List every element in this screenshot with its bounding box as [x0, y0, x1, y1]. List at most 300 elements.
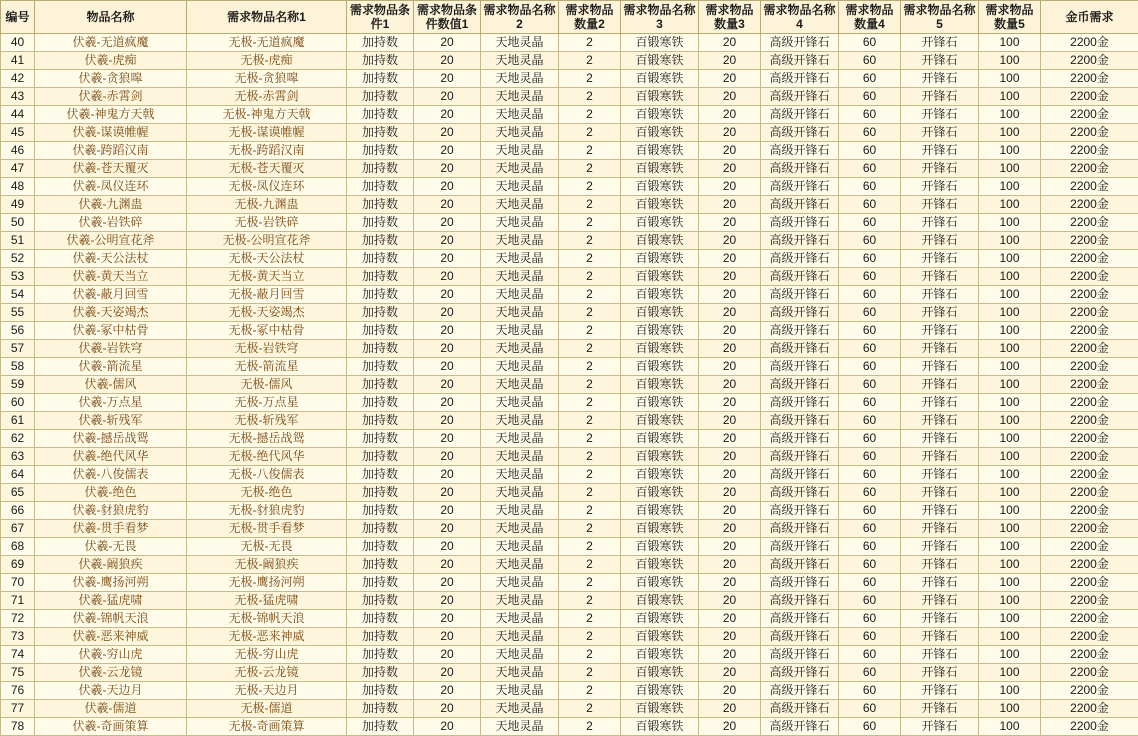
table-cell-2: 无极-神鬼方天戟: [187, 106, 347, 124]
table-cell-6: 2: [559, 376, 621, 394]
table-cell-2: 无极-斩残军: [187, 412, 347, 430]
table-cell-8: 20: [699, 142, 761, 160]
table-cell-1: 伏羲-穷山虎: [35, 646, 187, 664]
table-row[interactable]: [1, 250, 1138, 268]
table-cell-3: 加持数: [347, 340, 414, 358]
table-row[interactable]: [1, 106, 1138, 124]
table-row[interactable]: [1, 160, 1138, 178]
table-cell-13: 2200金: [1041, 466, 1138, 484]
table-cell-7: 百锻寒铁: [621, 646, 699, 664]
table-cell-3: 加持数: [347, 196, 414, 214]
table-cell-7: 百锻寒铁: [621, 700, 699, 718]
table-cell-1: 伏羲-虎痴: [35, 52, 187, 70]
table-cell-11: 开锋石: [901, 430, 979, 448]
table-cell-11: 开锋石: [901, 160, 979, 178]
table-row[interactable]: [1, 88, 1138, 106]
table-cell-9: 高级开锋石: [761, 502, 839, 520]
column-header-7: 需求物品名称3: [621, 1, 699, 34]
table-cell-6: 2: [559, 124, 621, 142]
table-cell-12: 100: [979, 70, 1041, 88]
table-cell-2: 无极-天公法杖: [187, 250, 347, 268]
table-cell-0: 58: [1, 358, 35, 376]
table-row[interactable]: [1, 196, 1138, 214]
table-row[interactable]: [1, 574, 1138, 592]
table-cell-11: 开锋石: [901, 610, 979, 628]
table-cell-5: 天地灵晶: [481, 664, 559, 682]
table-row[interactable]: [1, 610, 1138, 628]
table-cell-4: 20: [414, 502, 481, 520]
table-cell-6: 2: [559, 214, 621, 232]
table-cell-8: 20: [699, 268, 761, 286]
table-cell-7: 百锻寒铁: [621, 682, 699, 700]
table-cell-12: 100: [979, 142, 1041, 160]
column-header-2: 需求物品名称1: [187, 1, 347, 34]
table-cell-4: 20: [414, 304, 481, 322]
table-cell-7: 百锻寒铁: [621, 34, 699, 52]
table-cell-2: 无极-虎痴: [187, 52, 347, 70]
table-cell-2: 无极-绝代风华: [187, 448, 347, 466]
table-cell-11: 开锋石: [901, 484, 979, 502]
table-cell-7: 百锻寒铁: [621, 142, 699, 160]
table-cell-8: 20: [699, 520, 761, 538]
table-row[interactable]: [1, 214, 1138, 232]
table-cell-10: 60: [839, 34, 901, 52]
table-cell-11: 开锋石: [901, 178, 979, 196]
table-cell-3: 加持数: [347, 376, 414, 394]
table-cell-0: 64: [1, 466, 35, 484]
table-cell-8: 20: [699, 178, 761, 196]
table-cell-5: 天地灵晶: [481, 610, 559, 628]
table-cell-9: 高级开锋石: [761, 430, 839, 448]
table-cell-4: 20: [414, 682, 481, 700]
table-cell-5: 天地灵晶: [481, 196, 559, 214]
table-cell-2: 无极-万点星: [187, 394, 347, 412]
table-cell-10: 60: [839, 592, 901, 610]
table-cell-0: 56: [1, 322, 35, 340]
table-cell-7: 百锻寒铁: [621, 394, 699, 412]
table-cell-5: 天地灵晶: [481, 700, 559, 718]
table-cell-9: 高级开锋石: [761, 592, 839, 610]
table-cell-6: 2: [559, 160, 621, 178]
table-cell-10: 60: [839, 430, 901, 448]
table-row[interactable]: [1, 592, 1138, 610]
table-cell-7: 百锻寒铁: [621, 124, 699, 142]
table-header-row: [1, 1, 1138, 34]
table-cell-2: 无极-穷山虎: [187, 646, 347, 664]
table-cell-12: 100: [979, 34, 1041, 52]
table-cell-10: 60: [839, 88, 901, 106]
table-row[interactable]: [1, 538, 1138, 556]
table-cell-1: 伏羲-锦帆天浪: [35, 610, 187, 628]
table-cell-13: 2200金: [1041, 160, 1138, 178]
table-cell-12: 100: [979, 196, 1041, 214]
table-cell-13: 2200金: [1041, 358, 1138, 376]
table-cell-7: 百锻寒铁: [621, 358, 699, 376]
table-cell-5: 天地灵晶: [481, 340, 559, 358]
table-cell-3: 加持数: [347, 178, 414, 196]
table-cell-3: 加持数: [347, 214, 414, 232]
table-cell-6: 2: [559, 196, 621, 214]
table-cell-9: 高级开锋石: [761, 178, 839, 196]
table-cell-12: 100: [979, 412, 1041, 430]
table-cell-11: 开锋石: [901, 574, 979, 592]
table-cell-4: 20: [414, 286, 481, 304]
table-cell-4: 20: [414, 106, 481, 124]
table-cell-4: 20: [414, 430, 481, 448]
table-cell-6: 2: [559, 520, 621, 538]
table-row[interactable]: [1, 484, 1138, 502]
table-cell-7: 百锻寒铁: [621, 70, 699, 88]
table-cell-1: 伏羲-绝色: [35, 484, 187, 502]
table-cell-11: 开锋石: [901, 700, 979, 718]
table-cell-0: 54: [1, 286, 35, 304]
table-cell-10: 60: [839, 250, 901, 268]
table-row[interactable]: [1, 664, 1138, 682]
table-cell-11: 开锋石: [901, 142, 979, 160]
table-cell-12: 100: [979, 250, 1041, 268]
table-cell-1: 伏羲-儒道: [35, 700, 187, 718]
table-cell-3: 加持数: [347, 700, 414, 718]
table-cell-10: 60: [839, 700, 901, 718]
table-cell-11: 开锋石: [901, 52, 979, 70]
table-cell-9: 高级开锋石: [761, 574, 839, 592]
table-cell-7: 百锻寒铁: [621, 610, 699, 628]
table-cell-1: 伏羲-岩铁碎: [35, 214, 187, 232]
table-cell-0: 68: [1, 538, 35, 556]
table-cell-8: 20: [699, 646, 761, 664]
table-cell-2: 无极-无道疯魔: [187, 34, 347, 52]
table-cell-4: 20: [414, 700, 481, 718]
table-cell-2: 无极-云龙镜: [187, 664, 347, 682]
table-cell-6: 2: [559, 412, 621, 430]
table-row[interactable]: [1, 52, 1138, 70]
table-cell-8: 20: [699, 628, 761, 646]
table-cell-1: 伏羲-神鬼方天戟: [35, 106, 187, 124]
table-cell-11: 开锋石: [901, 664, 979, 682]
table-cell-13: 2200金: [1041, 124, 1138, 142]
table-cell-4: 20: [414, 34, 481, 52]
table-cell-7: 百锻寒铁: [621, 286, 699, 304]
table-cell-2: 无极-岩铁碎: [187, 214, 347, 232]
table-cell-13: 2200金: [1041, 718, 1138, 736]
table-cell-9: 高级开锋石: [761, 250, 839, 268]
table-cell-11: 开锋石: [901, 628, 979, 646]
table-row[interactable]: [1, 322, 1138, 340]
table-cell-0: 75: [1, 664, 35, 682]
table-row[interactable]: [1, 430, 1138, 448]
table-cell-2: 无极-八俊儒表: [187, 466, 347, 484]
table-cell-13: 2200金: [1041, 394, 1138, 412]
table-cell-12: 100: [979, 394, 1041, 412]
table-cell-9: 高级开锋石: [761, 682, 839, 700]
table-cell-5: 天地灵晶: [481, 466, 559, 484]
table-cell-3: 加持数: [347, 466, 414, 484]
table-cell-11: 开锋石: [901, 70, 979, 88]
table-cell-0: 69: [1, 556, 35, 574]
table-cell-8: 20: [699, 556, 761, 574]
column-header-0: 编号: [1, 1, 35, 34]
table-cell-8: 20: [699, 160, 761, 178]
table-cell-2: 无极-绝色: [187, 484, 347, 502]
table-cell-1: 伏羲-猛虎啸: [35, 592, 187, 610]
table-cell-12: 100: [979, 592, 1041, 610]
table-cell-0: 74: [1, 646, 35, 664]
table-cell-0: 70: [1, 574, 35, 592]
table-cell-7: 百锻寒铁: [621, 430, 699, 448]
table-row[interactable]: [1, 34, 1138, 52]
table-cell-1: 伏羲-奇画策算: [35, 718, 187, 736]
table-cell-6: 2: [559, 394, 621, 412]
table-cell-1: 伏羲-九渊蛊: [35, 196, 187, 214]
table-cell-4: 20: [414, 574, 481, 592]
table-cell-9: 高级开锋石: [761, 34, 839, 52]
table-cell-2: 无极-岩铁穹: [187, 340, 347, 358]
table-row[interactable]: [1, 646, 1138, 664]
table-cell-5: 天地灵晶: [481, 232, 559, 250]
table-cell-2: 无极-豺狼虎豹: [187, 502, 347, 520]
table-cell-12: 100: [979, 286, 1041, 304]
table-cell-13: 2200金: [1041, 502, 1138, 520]
table-cell-10: 60: [839, 574, 901, 592]
table-cell-4: 20: [414, 538, 481, 556]
table-cell-10: 60: [839, 322, 901, 340]
table-cell-3: 加持数: [347, 682, 414, 700]
table-cell-3: 加持数: [347, 358, 414, 376]
table-cell-6: 2: [559, 664, 621, 682]
table-row[interactable]: [1, 520, 1138, 538]
table-cell-0: 52: [1, 250, 35, 268]
table-cell-4: 20: [414, 556, 481, 574]
table-cell-2: 无极-恶来神威: [187, 628, 347, 646]
table-cell-11: 开锋石: [901, 286, 979, 304]
table-cell-7: 百锻寒铁: [621, 106, 699, 124]
table-cell-13: 2200金: [1041, 88, 1138, 106]
table-cell-3: 加持数: [347, 538, 414, 556]
table-cell-6: 2: [559, 178, 621, 196]
table-cell-8: 20: [699, 88, 761, 106]
table-cell-1: 伏羲-冢中枯骨: [35, 322, 187, 340]
table-cell-13: 2200金: [1041, 340, 1138, 358]
table-row[interactable]: [1, 232, 1138, 250]
table-cell-6: 2: [559, 484, 621, 502]
table-row[interactable]: [1, 304, 1138, 322]
table-cell-0: 57: [1, 340, 35, 358]
table-cell-7: 百锻寒铁: [621, 160, 699, 178]
table-cell-4: 20: [414, 484, 481, 502]
table-cell-1: 伏羲-箭流星: [35, 358, 187, 376]
table-cell-8: 20: [699, 412, 761, 430]
table-row[interactable]: [1, 70, 1138, 88]
table-row[interactable]: [1, 124, 1138, 142]
table-cell-5: 天地灵晶: [481, 484, 559, 502]
table-cell-3: 加持数: [347, 304, 414, 322]
table-cell-4: 20: [414, 250, 481, 268]
table-cell-2: 无极-九渊蛊: [187, 196, 347, 214]
table-cell-11: 开锋石: [901, 520, 979, 538]
table-cell-8: 20: [699, 196, 761, 214]
table-cell-11: 开锋石: [901, 556, 979, 574]
table-cell-5: 天地灵晶: [481, 430, 559, 448]
table-cell-6: 2: [559, 430, 621, 448]
table-cell-12: 100: [979, 466, 1041, 484]
table-row[interactable]: [1, 340, 1138, 358]
table-cell-11: 开锋石: [901, 466, 979, 484]
table-cell-4: 20: [414, 178, 481, 196]
table-cell-2: 无极-公明宣花斧: [187, 232, 347, 250]
table-cell-12: 100: [979, 106, 1041, 124]
table-cell-11: 开锋石: [901, 592, 979, 610]
table-cell-12: 100: [979, 52, 1041, 70]
table-cell-3: 加持数: [347, 592, 414, 610]
table-cell-8: 20: [699, 718, 761, 736]
table-row[interactable]: [1, 412, 1138, 430]
table-cell-11: 开锋石: [901, 718, 979, 736]
table-cell-5: 天地灵晶: [481, 160, 559, 178]
table-cell-9: 高级开锋石: [761, 268, 839, 286]
table-cell-9: 高级开锋石: [761, 88, 839, 106]
table-cell-5: 天地灵晶: [481, 250, 559, 268]
table-cell-5: 天地灵晶: [481, 178, 559, 196]
table-cell-2: 无极-天姿竭杰: [187, 304, 347, 322]
table-cell-6: 2: [559, 646, 621, 664]
table-cell-8: 20: [699, 286, 761, 304]
table-cell-12: 100: [979, 610, 1041, 628]
table-cell-12: 100: [979, 214, 1041, 232]
table-cell-1: 伏羲-公明宣花斧: [35, 232, 187, 250]
table-cell-5: 天地灵晶: [481, 592, 559, 610]
table-cell-9: 高级开锋石: [761, 448, 839, 466]
table-cell-1: 伏羲-天公法杖: [35, 250, 187, 268]
table-cell-7: 百锻寒铁: [621, 556, 699, 574]
table-cell-6: 2: [559, 700, 621, 718]
table-cell-11: 开锋石: [901, 412, 979, 430]
column-header-5: 需求物品名称2: [481, 1, 559, 34]
table-cell-11: 开锋石: [901, 214, 979, 232]
table-row[interactable]: [1, 268, 1138, 286]
table-cell-10: 60: [839, 664, 901, 682]
table-row[interactable]: [1, 466, 1138, 484]
table-cell-1: 伏羲-阚狼疾: [35, 556, 187, 574]
table-cell-1: 伏羲-苍天覆灭: [35, 160, 187, 178]
table-cell-0: 55: [1, 304, 35, 322]
table-cell-3: 加持数: [347, 160, 414, 178]
table-cell-5: 天地灵晶: [481, 268, 559, 286]
table-cell-2: 无极-撼岳战鸳: [187, 430, 347, 448]
table-row[interactable]: [1, 376, 1138, 394]
table-cell-9: 高级开锋石: [761, 466, 839, 484]
table-cell-6: 2: [559, 592, 621, 610]
table-cell-5: 天地灵晶: [481, 538, 559, 556]
column-header-13: 金币需求: [1041, 1, 1138, 34]
table-cell-10: 60: [839, 502, 901, 520]
table-cell-12: 100: [979, 268, 1041, 286]
table-cell-13: 2200金: [1041, 520, 1138, 538]
table-cell-8: 20: [699, 124, 761, 142]
table-cell-4: 20: [414, 214, 481, 232]
table-cell-12: 100: [979, 520, 1041, 538]
table-cell-8: 20: [699, 682, 761, 700]
table-cell-10: 60: [839, 70, 901, 88]
table-cell-4: 20: [414, 718, 481, 736]
table-cell-10: 60: [839, 610, 901, 628]
table-cell-2: 无极-儒风: [187, 376, 347, 394]
table-cell-9: 高级开锋石: [761, 718, 839, 736]
table-cell-7: 百锻寒铁: [621, 304, 699, 322]
table-cell-13: 2200金: [1041, 682, 1138, 700]
column-header-8: 需求物品数量3: [699, 1, 761, 34]
table-cell-3: 加持数: [347, 88, 414, 106]
table-cell-5: 天地灵晶: [481, 34, 559, 52]
table-header: [1, 1, 1138, 34]
table-cell-0: 51: [1, 232, 35, 250]
table-row[interactable]: [1, 556, 1138, 574]
table-cell-9: 高级开锋石: [761, 556, 839, 574]
table-cell-5: 天地灵晶: [481, 502, 559, 520]
table-cell-6: 2: [559, 610, 621, 628]
table-cell-4: 20: [414, 448, 481, 466]
table-cell-12: 100: [979, 178, 1041, 196]
table-cell-1: 伏羲-无道疯魔: [35, 34, 187, 52]
table-cell-4: 20: [414, 70, 481, 88]
table-cell-3: 加持数: [347, 124, 414, 142]
table-cell-9: 高级开锋石: [761, 358, 839, 376]
table-cell-2: 无极-阚狼疾: [187, 556, 347, 574]
table-cell-10: 60: [839, 682, 901, 700]
table-cell-3: 加持数: [347, 484, 414, 502]
table-row[interactable]: [1, 628, 1138, 646]
table-cell-12: 100: [979, 340, 1041, 358]
table-cell-1: 伏羲-恶来神威: [35, 628, 187, 646]
table-cell-3: 加持数: [347, 232, 414, 250]
table-cell-13: 2200金: [1041, 142, 1138, 160]
table-body: [1, 34, 1138, 736]
table-cell-10: 60: [839, 178, 901, 196]
table-cell-8: 20: [699, 574, 761, 592]
table-cell-5: 天地灵晶: [481, 574, 559, 592]
table-cell-9: 高级开锋石: [761, 214, 839, 232]
table-cell-12: 100: [979, 322, 1041, 340]
table-cell-5: 天地灵晶: [481, 412, 559, 430]
table-cell-3: 加持数: [347, 250, 414, 268]
table-cell-8: 20: [699, 34, 761, 52]
table-cell-4: 20: [414, 358, 481, 376]
table-cell-1: 伏羲-豺狼虎豹: [35, 502, 187, 520]
table-cell-1: 伏羲-天边月: [35, 682, 187, 700]
table-row[interactable]: [1, 394, 1138, 412]
table-row[interactable]: [1, 718, 1138, 736]
table-cell-6: 2: [559, 250, 621, 268]
table-cell-9: 高级开锋石: [761, 196, 839, 214]
table-cell-6: 2: [559, 358, 621, 376]
table-cell-8: 20: [699, 592, 761, 610]
table-cell-11: 开锋石: [901, 124, 979, 142]
table-row[interactable]: [1, 142, 1138, 160]
table-cell-6: 2: [559, 340, 621, 358]
table-cell-6: 2: [559, 52, 621, 70]
table-row[interactable]: [1, 502, 1138, 520]
table-cell-9: 高级开锋石: [761, 106, 839, 124]
table-row[interactable]: [1, 286, 1138, 304]
table-cell-1: 伏羲-黄天当立: [35, 268, 187, 286]
table-row[interactable]: [1, 700, 1138, 718]
table-cell-10: 60: [839, 394, 901, 412]
table-row[interactable]: [1, 178, 1138, 196]
table-row[interactable]: [1, 682, 1138, 700]
table-cell-9: 高级开锋石: [761, 124, 839, 142]
table-cell-13: 2200金: [1041, 412, 1138, 430]
table-row[interactable]: [1, 448, 1138, 466]
table-row[interactable]: [1, 358, 1138, 376]
